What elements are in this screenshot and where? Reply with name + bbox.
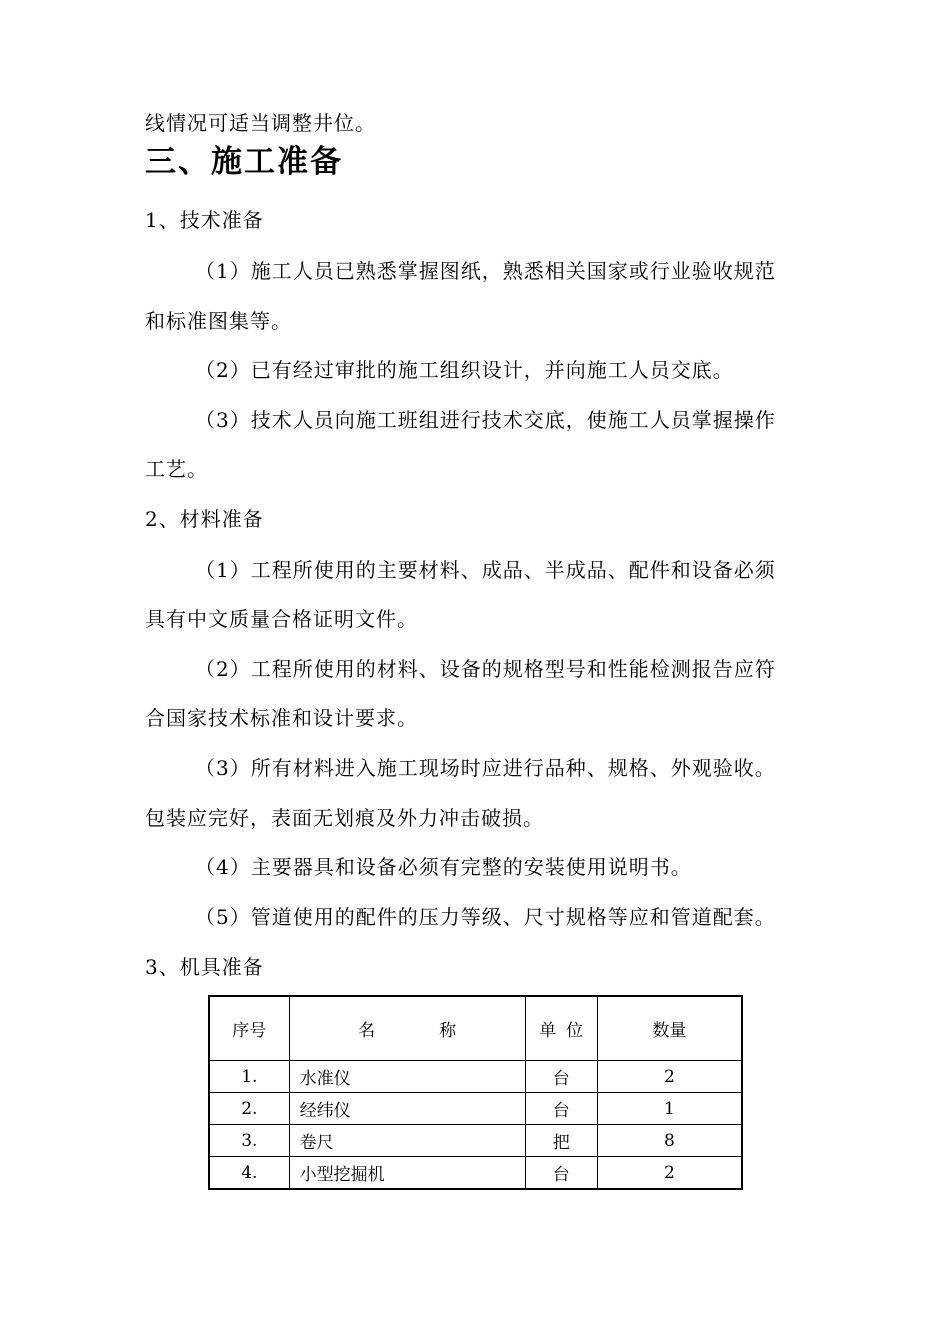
header-name-text: 名称	[358, 1021, 521, 1041]
equipment-table	[208, 995, 743, 1190]
paragraph-line: 具有中文质量合格证明文件。	[145, 607, 418, 631]
table-header-row	[209, 996, 742, 1061]
cell-no: 1.	[209, 1061, 289, 1093]
cell-name: 水准仪	[289, 1061, 525, 1093]
paragraph-line: （4）主要器具和设备必须有完整的安装使用说明书。	[195, 855, 692, 879]
header-name	[289, 996, 525, 1061]
paragraph-line: （3）技术人员向施工班组进行技术交底，使施工人员掌握操作	[195, 408, 776, 432]
table-row	[209, 1157, 742, 1190]
cell-qty: 1	[597, 1093, 742, 1125]
paragraph-line: （2）已有经过审批的施工组织设计，并向施工人员交底。	[195, 358, 734, 382]
paragraph-line: 包装应完好，表面无划痕及外力冲击破损。	[145, 806, 544, 830]
cell-unit: 台	[525, 1157, 597, 1190]
header-unit	[525, 996, 597, 1061]
paragraph-line: 和标准图集等。	[145, 309, 292, 333]
paragraph-line: 线情况可适当调整井位。	[145, 111, 376, 135]
subsection-heading-equipment: 3、机具准备	[145, 955, 264, 979]
cell-unit: 把	[525, 1125, 597, 1157]
paragraph-line: 合国家技术标准和设计要求。	[145, 706, 418, 730]
cell-qty: 2	[597, 1061, 742, 1093]
cell-unit: 台	[525, 1061, 597, 1093]
cell-no: 2.	[209, 1093, 289, 1125]
cell-name: 经纬仪	[289, 1093, 525, 1125]
table-row	[209, 1125, 742, 1157]
cell-name: 小型挖掘机	[289, 1157, 525, 1190]
paragraph-line: （5）管道使用的配件的压力等级、尺寸规格等应和管道配套。	[195, 905, 776, 929]
paragraph-line: （1）工程所使用的主要材料、成品、半成品、配件和设备必须	[195, 558, 776, 582]
paragraph-line: （2）工程所使用的材料、设备的规格型号和性能检测报告应符	[195, 657, 776, 681]
subsection-heading-materials: 2、材料准备	[145, 507, 264, 531]
cell-unit: 台	[525, 1093, 597, 1125]
cell-name: 卷尺	[289, 1125, 525, 1157]
cell-no: 4.	[209, 1157, 289, 1190]
paragraph-line: 工艺。	[145, 457, 208, 481]
cell-no: 3.	[209, 1125, 289, 1157]
table-row	[209, 1093, 742, 1125]
cell-qty: 2	[597, 1157, 742, 1190]
header-qty: 数量	[597, 996, 742, 1061]
paragraph-line: （1）施工人员已熟悉掌握图纸，熟悉相关国家或行业验收规范	[195, 259, 776, 283]
cell-qty: 8	[597, 1125, 742, 1157]
table-row	[209, 1061, 742, 1093]
subsection-heading-technical: 1、技术准备	[145, 208, 264, 232]
section-heading: 三、施工准备	[145, 144, 343, 180]
header-no: 序号	[209, 996, 289, 1061]
header-unit-text: 单位	[539, 1021, 594, 1041]
paragraph-line: （3）所有材料进入施工现场时应进行品种、规格、外观验收。	[195, 756, 776, 780]
